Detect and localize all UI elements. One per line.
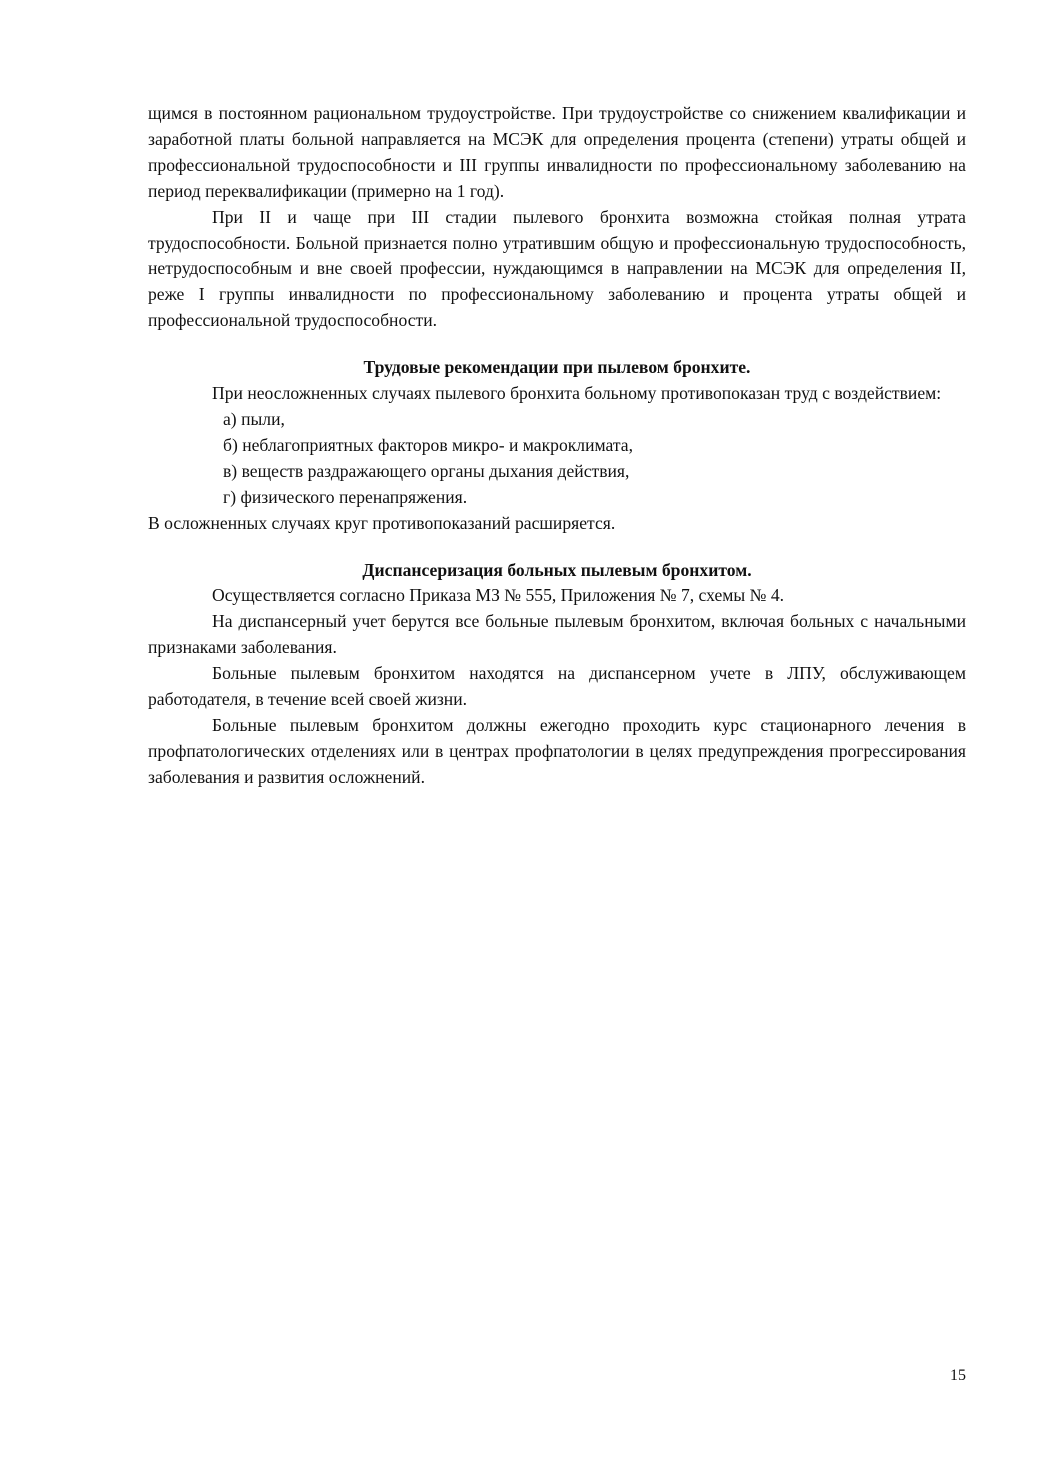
contraindications-list (148, 407, 966, 511)
list-item: г) физического перенапряжения. (223, 486, 468, 507)
paragraph-continuation: щимся в постоянном рациональном трудоустройстве. При трудоустройстве со снижением квалификации и заработной платы больной направляется на МСЭК для определения процента (степени) утраты общей и профессиональной трудоспособности и III группы инвалидности по профессиональному заболеванию на период переквалификации (примерно на 1 год). (148, 103, 966, 201)
list-item: б) неблагоприятных факторов микро- и макроклимата, (223, 434, 633, 455)
section-heading-dispensary: Диспансеризация больных пылевым бронхитом. (362, 559, 752, 580)
paragraph-registration: На диспансерный учет берутся все больные пылевым бронхитом, включая больных с начальными признаками заболевания. (148, 611, 966, 658)
spacer (148, 537, 966, 558)
list-item: в) веществ раздражающего органы дыхания действия, (223, 460, 630, 481)
document-page (148, 101, 966, 791)
list-item: а) пыли, (223, 408, 285, 429)
paragraph-complicated-cases: В осложненных случаях круг противопоказаний расширяется. (148, 512, 616, 533)
page-number: 15 (950, 1367, 966, 1384)
paragraph-disability: При II и чаще при III стадии пылевого бронхита возможна стойкая полная утрата трудоспособности. Больной признается полно утратившим общую и профессиональную трудоспособность, нетрудоспособным и вне своей профессии, нуждающимся в направлении на МСЭК для определения II, реже I группы инвалидности по профессиональному заболеванию и процента утраты общей и профессиональной трудоспособности. (148, 206, 966, 331)
section-heading-work-recommendations: Трудовые рекомендации при пылевом бронхите. (363, 357, 751, 378)
paragraph-order-reference: Осуществляется согласно Приказа МЗ № 555, Приложения № 7, схемы № 4. (212, 585, 785, 606)
paragraph-lifelong-monitoring: Больные пылевым бронхитом находятся на диспансерном учете в ЛПУ, обслуживающем работодателя, в течение всей своей жизни. (148, 663, 966, 710)
spacer (148, 334, 966, 355)
paragraph-contraindications-intro: При неосложненных случаях пылевого бронхита больному противопоказан труд с воздействием: (212, 383, 942, 404)
paragraph-annual-treatment: Больные пылевым бронхитом должны ежегодно проходить курс стационарного лечения в профпатологических отделениях или в центрах профпатологии в целях предупреждения прогрессирования заболевания и развития осложнений. (148, 714, 966, 787)
